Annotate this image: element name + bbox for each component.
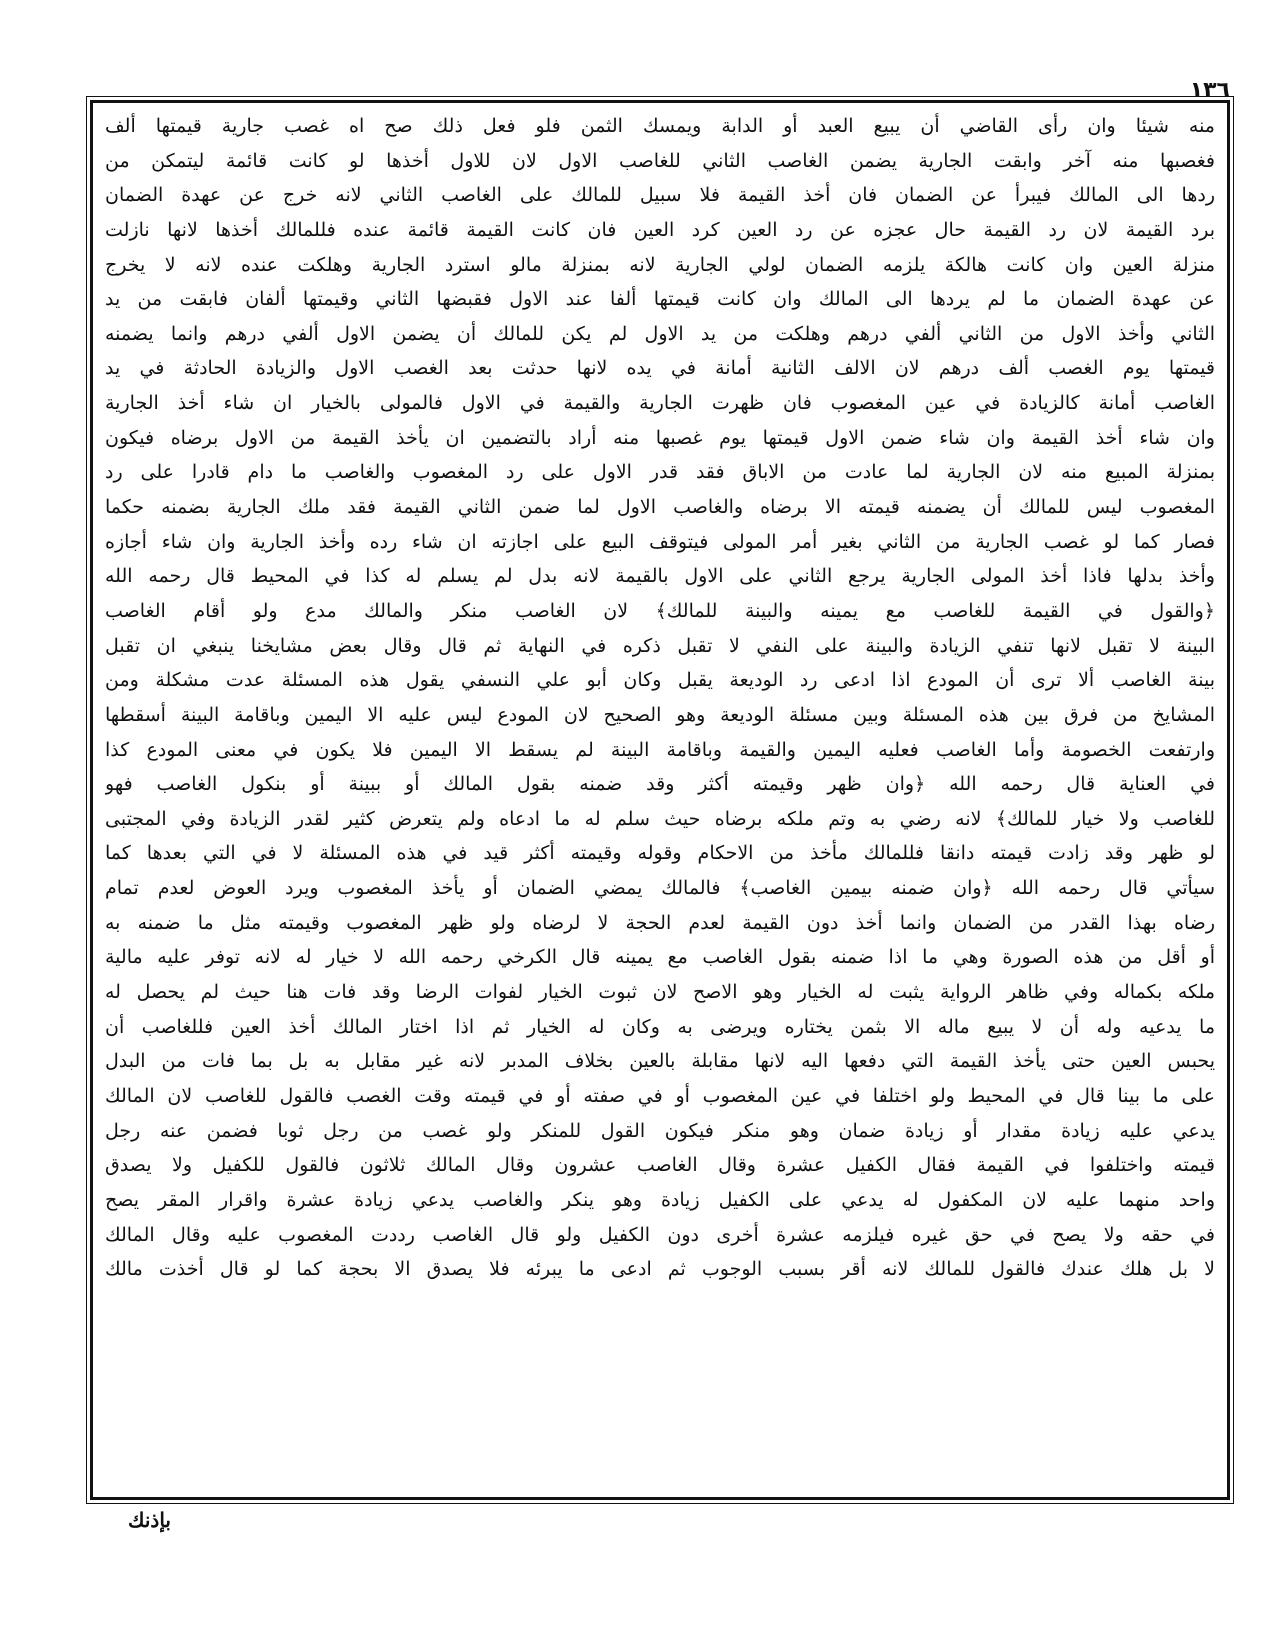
text-line: في حقه ولا يصح في حق غيره فيلزمه عشرة أخرى دون الكفيل ولو قال الغاصب رددت المغصوب عليه وقال المالك: [105, 1223, 1215, 1246]
text-line: واحد منهما عليه لان المكفول له يدعي على الكفيل زيادة وهو ينكر والغاصب يدعي زيادة عشرة واقرار المقر يصح: [105, 1188, 1215, 1211]
text-line: منه شيئا وان رأى القاضي أن يبيع العبد أو الدابة ويمسك الثمن فلو فعل ذلك صح اه غصب جارية قيمتها ألف: [105, 115, 1215, 137]
text-line: يحبس العين حتى يأخذ القيمة التي دفعها اليه لانها مقابلة بالعين بخلاف المدبر لانه غير مقابل به بل بما فات من البدل: [105, 1050, 1215, 1073]
text-line: بمنزلة المبيع منه لان الجارية لما عادت من الاباق فقد قدر الاول على رد المغصوب والغاصب ما دام قادرا على رد: [105, 461, 1215, 484]
text-line: على ما بينا قال في المحيط ولو اختلفا في عين المغصوب أو في صفته أو في قيمته وقت الغصب فالقول للغاصب لان المالك: [105, 1084, 1215, 1107]
text-line: الغاصب أمانة كالزيادة في عين المغصوب فان ظهرت الجارية والقيمة في الاول فالمولى بالخيار ان شاء أخذ الجارية: [105, 392, 1215, 415]
text-line: لو ظهر وقد زادت قيمته دانقا فللمالك مأخذ من الاحكام وقوله وقيمته أكثر قيد في هذه المسئلة لا في التي بعدها كما: [105, 842, 1215, 865]
text-line: لا بل هلك عندك فالقول للمالك لانه أقر بسبب الوجوب ثم ادعى ما يبرئه فلا يصدق الا بحجة كما لو قال أخذت مالك: [105, 1258, 1215, 1281]
text-line: رضاه بهذا القدر من الضمان وانما أخذ دون القيمة لعدم الحجة لا لرضاه ولو ظهر المغصوب وقيمته مثل ما ضمنه به: [105, 911, 1215, 934]
text-line: وأخذ بدلها فاذا أخذ المولى الجارية يرجع الثاني على الاول بالقيمة لانه بدل لم يسلم له كذا في المحيط قال رحمه الله: [105, 565, 1215, 588]
text-line: فصار كما لو غصب الجارية من الثاني بغير أمر المولى فيتوقف البيع على اجازته ان شاء رده وأخذ الجارية وان شاء أجازه: [105, 530, 1215, 553]
text-line: المشايخ من فرق بين هذه المسئلة وبين مسئلة الوديعة وهو الصحيح لان المودع ليس عليه الا اليمين وباقامة البينة أسقطها: [105, 703, 1215, 726]
text-line: قيمتها يوم الغصب ألف درهم لان الالف الثانية أمانة في يده لانها حدثت بعد الغصب الاول والزيادة الحادثة في يد: [105, 357, 1215, 380]
text-line: في العناية قال رحمه الله ﴿وان ظهر وقيمته أكثر وقد ضمنه بقول المالك أو ببينة أو بنكول الغاصب فهو: [105, 773, 1215, 796]
text-line: وان شاء أخذ القيمة وان شاء ضمن الاول قيمتها يوم غصبها منه أراد بالتضمين ان يأخذ القيمة من الاول برضاه فيكون: [105, 426, 1215, 449]
text-line: وارتفعت الخصومة وأما الغاصب فعليه اليمين والقيمة وباقامة البينة لم يسقط الا اليمين فلا يكون في معنى المودع كذا: [105, 738, 1215, 761]
main-text-block: [105, 109, 1215, 1491]
text-line: قيمته واختلفوا في القيمة فقال الكفيل عشرة وقال الغاصب عشرون وقال المالك ثلاثون فالقول للكفيل ولا يصدق: [105, 1154, 1215, 1177]
text-line: ﴿والقول في القيمة للغاصب مع يمينه والبينة للمالك﴾ لان الغاصب منكر والمالك مدع ولو أقام الغاصب: [105, 599, 1215, 622]
page-number: ١٣٦: [1189, 78, 1230, 103]
text-line: فغصبها منه آخر وابقت الجارية يضمن الغاصب الثاني للغاصب الاول لان للاول أخذها لو كانت قائمة ليتمكن من: [105, 149, 1215, 172]
catchword: بإذنك: [128, 1508, 171, 1532]
text-line: سيأتي قال رحمه الله ﴿وان ضمنه بيمين الغاصب﴾ فالمالك يمضي الضمان أو يأخذ المغصوب ويرد العوض لعدم تمام: [105, 877, 1215, 900]
text-frame: [90, 100, 1230, 1500]
text-line: للغاصب ولا خيار للمالك﴾ لانه رضي به وتم ملكه برضاه حيث سلم له ما ادعاه ولم يتعرض كثير لقدر الزيادة وفي المجتبى: [105, 807, 1215, 830]
text-line: ما يدعيه وله أن لا يبيع ماله الا بثمن يختاره ويرضى به وكان له الخيار ثم اذا اختار المالك أخذ العين فللغاصب أن: [105, 1015, 1215, 1038]
text-line: بينة الغاصب ألا ترى أن المودع اذا ادعى رد الوديعة يقبل وكان أبو علي النسفي يقول هذه المسئلة عدت مشكلة ومن: [105, 669, 1215, 692]
text-line: منزلة العين وان كانت هالكة يلزمه الضمان لولي الجارية لانه بمنزلة مالو استرد الجارية وهلكت عنده لانه لا يخرج: [105, 253, 1215, 276]
text-line: ملكه بكماله وفي ظاهر الرواية يثبت له الخيار وهو الاصح لان ثبوت الخيار لفوات الرضا وقد فات هنا حيث لم يحصل له: [105, 981, 1215, 1004]
text-line: يدعي عليه زيادة مقدار أو زيادة ضمان وهو منكر فيكون القول للمنكر ولو غصب من رجل ثوبا فضمن عنه رجل: [105, 1119, 1215, 1142]
text-line: الثاني وأخذ الاول من الثاني ألفي درهم وهلكت من يد الاول لم يكن للمالك أن يضمن الاول ألفي درهم وانما يضمنه: [105, 322, 1215, 345]
text-line: ردها الى المالك فيبرأ عن الضمان فان أخذ القيمة فلا سبيل للمالك على الغاصب الثاني لانه خرج عن عهدة الضمان: [105, 184, 1215, 207]
text-line: المغصوب ليس للمالك أن يضمنه قيمته الا برضاه والغاصب الاول لما ضمن الثاني القيمة فقد ملك الجارية بضمنه حكما: [105, 496, 1215, 519]
text-line: عن عهدة الضمان ما لم يردها الى المالك وان كانت قيمتها ألفا عند الاول فقبضها الثاني وقيمتها ألفان فابقت من يد: [105, 288, 1215, 311]
text-line: أو أقل من هذه الصورة وهي ما اذا ضمنه بقول الغاصب مع يمينه قال الكرخي رحمه الله لا خيار له لانه توفر عليه مالية: [105, 946, 1215, 969]
text-line: البينة لا تقبل لانها تنفي الزيادة والبينة على النفي لا تقبل ذكره في النهاية ثم قال وقال بعض مشايخنا ينبغي ان تقبل: [105, 634, 1215, 657]
text-line: برد القيمة لان رد القيمة حال عجزه عن رد العين كرد العين فان كانت القيمة قائمة عنده فللمالك أخذها لانها نازلت: [105, 218, 1215, 241]
